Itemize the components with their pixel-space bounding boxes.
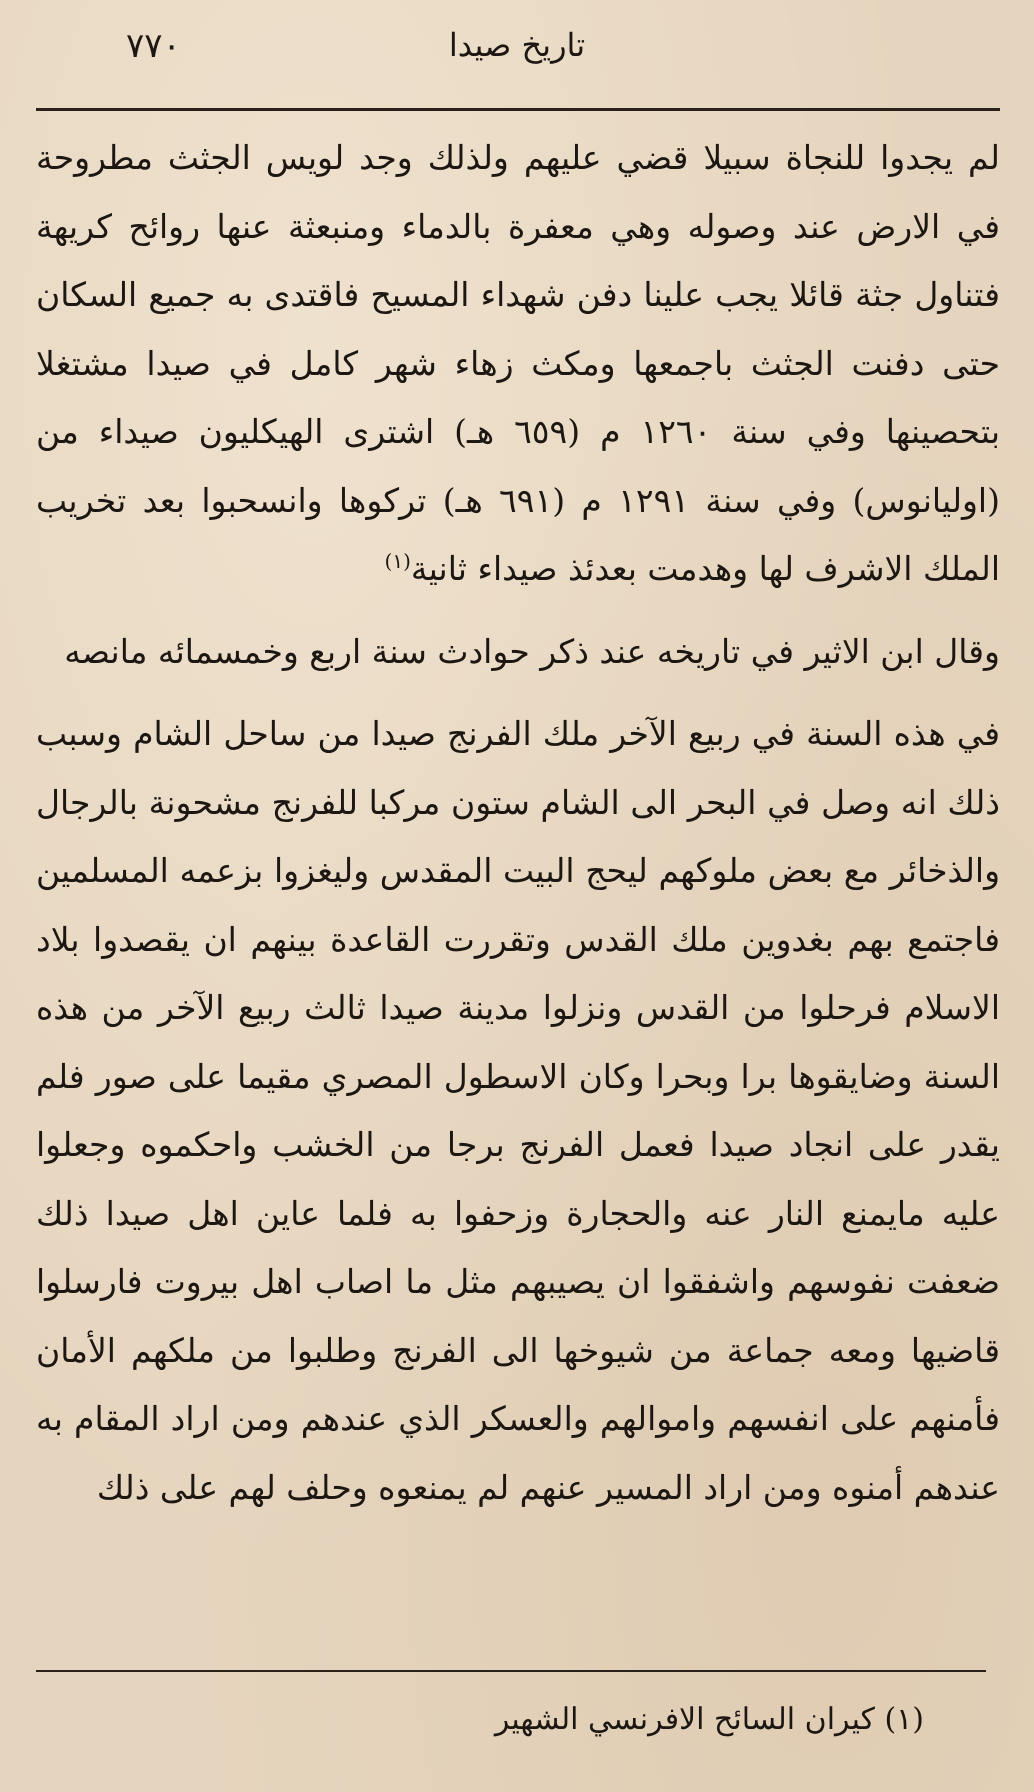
paragraph-2: وقال ابن الاثير في تاريخه عند ذكر حوادث سنة اربع وخمسمائه مانصه — [64, 631, 1000, 671]
footnote-reference: (١) — [384, 549, 411, 573]
page-header — [36, 18, 998, 78]
paragraph-1-text: لم يجدوا للنجاة سبيلا قضي عليهم ولذلك وجد لويس الجثث مطروحة في الارض عند وصوله وهي معفرة بالدماء ومنبعثة عنها روائح كريهة فتناول جثة قائلا يجب علينا دفن شهداء المسيح فاقتدى به جميع السكان حتى دفنت الجثث باجمعها ومكث زهاء شهر كامل في صيدا مشتغلا بتحصينها وفي سنة ١٢٦٠ م (٦٥٩ هـ) اشترى الهيكليون صيداء من (اوليانوس) وفي سنة ١٢٩١ م (٦٩١ هـ) تركوها وانسحبوا بعد تخريب الملك الاشرف لها وهدمت بعدئذ صيداء ثانية — [36, 138, 1000, 588]
running-title: تاريخ صيدا — [448, 26, 586, 64]
footnote-rule — [36, 1670, 986, 1672]
paragraph-1 — [36, 124, 1000, 604]
page-number: ٧٧٠ — [126, 26, 181, 66]
header-rule — [36, 108, 1000, 111]
main-text — [36, 124, 1000, 1522]
paragraph-3: في هذه السنة في ربيع الآخر ملك الفرنج صيدا من ساحل الشام وسبب ذلك انه وصل في البحر الى الشام ستون مركبا للفرنج مشحونة بالرجال والذخائر مع بعض ملوكهم ليحج البيت المقدس وليغزوا بزعمه المسلمين فاجتمع بهم بغدوين ملك القدس وتقررت القاعدة بينهم ان يقصدوا بلاد الاسلام فرحلوا من القدس ونزلوا مدينة صيدا ثالث ربيع الآخر من هذه السنة وضايقوها برا وبحرا وكان الاسطول المصري مقيما على صور فلم يقدر على انجاد صيدا فعمل الفرنج برجا من الخشب واحكموه وجعلوا عليه مايمنع النار عنه والحجارة وزحفوا به فلما عاين اهل صيدا ذلك ضعفت نفوسهم واشفقوا ان يصيبهم مثل ما اصاب اهل بيروت فارسلوا قاضيها ومعه جماعة من شيوخها الى الفرنج وطلبوا من ملكهم الأمان فأمنهم على انفسهم واموالهم والعسكر الذي عندهم ومن اراد المقام به عندهم أمنوه ومن اراد المسير عنهم لم يمنعوه وحلف لهم على ذلك — [36, 714, 1000, 1507]
footnote: (١) كيران السائح الافرنسي الشهير — [494, 1702, 924, 1737]
